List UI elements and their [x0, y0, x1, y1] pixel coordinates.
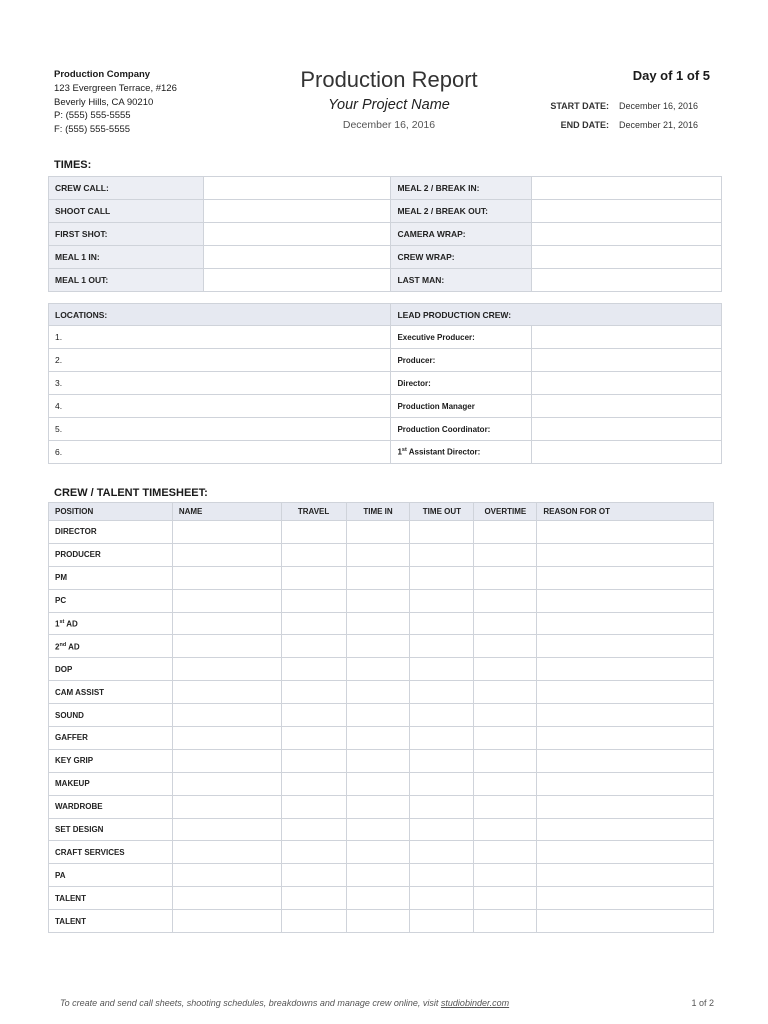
- crew-name-cell[interactable]: [532, 349, 722, 372]
- day-of-label: Day of 1 of 5: [632, 68, 710, 83]
- time-in-cell[interactable]: [346, 887, 410, 910]
- table-row: [49, 503, 714, 521]
- reason-cell[interactable]: [537, 864, 714, 887]
- name-cell[interactable]: [172, 612, 281, 635]
- times-section-title: TIMES:: [54, 159, 92, 171]
- travel-cell[interactable]: [281, 841, 346, 864]
- table-row: [49, 681, 714, 704]
- location-number[interactable]: 1.: [49, 326, 391, 349]
- time-in-cell[interactable]: [346, 818, 410, 841]
- time-out-cell[interactable]: [410, 910, 474, 933]
- position-label: PA: [49, 864, 173, 887]
- ad-sup: st: [401, 447, 407, 454]
- time-out-cell[interactable]: [410, 841, 474, 864]
- ordinal-suffix: st: [59, 618, 65, 625]
- position-label: WARDROBE: [49, 795, 173, 818]
- column-header: OVERTIME: [474, 503, 537, 521]
- time-out-cell[interactable]: [410, 612, 474, 635]
- time-out-cell[interactable]: [410, 864, 474, 887]
- times-value-cell[interactable]: [203, 200, 391, 223]
- table-row: [49, 841, 714, 864]
- time-out-cell[interactable]: [410, 887, 474, 910]
- times-value-cell[interactable]: [532, 223, 722, 246]
- times-label: MEAL 1 OUT:: [49, 269, 204, 292]
- time-out-cell[interactable]: [410, 681, 474, 704]
- footer-note: [60, 998, 509, 1008]
- times-label: MEAL 2 / BREAK IN:: [391, 177, 532, 200]
- start-date-value: December 16, 2016: [619, 100, 699, 111]
- travel-cell[interactable]: [281, 727, 346, 750]
- overtime-cell[interactable]: [474, 589, 537, 612]
- reason-cell[interactable]: [537, 681, 714, 704]
- name-cell[interactable]: [172, 772, 281, 795]
- name-cell[interactable]: [172, 658, 281, 681]
- position-label: TALENT: [49, 910, 173, 933]
- name-cell[interactable]: [172, 566, 281, 589]
- end-date-label: END DATE:: [560, 119, 609, 130]
- crew-role-label: Producer:: [391, 349, 532, 372]
- times-label: MEAL 2 / BREAK OUT:: [391, 200, 532, 223]
- crew-name-cell[interactable]: [532, 441, 722, 464]
- time-in-cell[interactable]: [346, 658, 410, 681]
- table-row: [49, 543, 714, 566]
- reason-cell[interactable]: [537, 612, 714, 635]
- position-label: CRAFT SERVICES: [49, 841, 173, 864]
- time-out-cell[interactable]: [410, 658, 474, 681]
- time-in-cell[interactable]: [346, 521, 410, 544]
- page-number: 1 of 2: [691, 998, 714, 1008]
- footer-text: To create and send call sheets, shooting schedules, breakdowns and manage crew online, visit: [60, 998, 439, 1008]
- travel-cell[interactable]: [281, 818, 346, 841]
- table-row: [49, 589, 714, 612]
- position-label: [49, 612, 173, 635]
- location-number[interactable]: 5.: [49, 418, 391, 441]
- travel-cell[interactable]: [281, 566, 346, 589]
- column-header: REASON FOR OT: [537, 503, 714, 521]
- crew-role-label: Production Manager: [391, 395, 532, 418]
- table-row: [49, 910, 714, 933]
- reason-cell[interactable]: [537, 841, 714, 864]
- table-row: [49, 795, 714, 818]
- travel-cell[interactable]: [281, 887, 346, 910]
- company-address-line1: 123 Evergreen Terrace, #126: [54, 82, 177, 94]
- overtime-cell[interactable]: [474, 795, 537, 818]
- reason-cell[interactable]: [537, 543, 714, 566]
- company-info: [54, 68, 177, 137]
- name-cell[interactable]: [172, 841, 281, 864]
- ordinal-suffix: nd: [59, 641, 67, 648]
- table-row: [49, 269, 722, 292]
- position-label: MAKEUP: [49, 772, 173, 795]
- position-label: DOP: [49, 658, 173, 681]
- position-label: SET DESIGN: [49, 818, 173, 841]
- locations-header: LOCATIONS:: [49, 304, 391, 326]
- name-cell[interactable]: [172, 887, 281, 910]
- overtime-cell[interactable]: [474, 635, 537, 658]
- travel-cell[interactable]: [281, 864, 346, 887]
- column-header: TIME OUT: [410, 503, 474, 521]
- time-in-cell[interactable]: [346, 543, 410, 566]
- crew-role-label: Executive Producer:: [391, 326, 532, 349]
- company-phone: P: (555) 555-5555: [54, 110, 131, 122]
- reason-cell[interactable]: [537, 589, 714, 612]
- company-address-line2: Beverly Hills, CA 90210: [54, 96, 154, 108]
- time-out-cell[interactable]: [410, 795, 474, 818]
- reason-cell[interactable]: [537, 521, 714, 544]
- table-row: [49, 612, 714, 635]
- location-number[interactable]: 4.: [49, 395, 391, 418]
- reason-cell[interactable]: [537, 566, 714, 589]
- ordinal-number: 2: [55, 642, 60, 652]
- overtime-cell[interactable]: [474, 704, 537, 727]
- times-table: [48, 176, 722, 292]
- position-label: [49, 635, 173, 658]
- table-row: [49, 200, 722, 223]
- time-in-cell[interactable]: [346, 864, 410, 887]
- table-row: [49, 658, 714, 681]
- overtime-cell[interactable]: [474, 521, 537, 544]
- travel-cell[interactable]: [281, 589, 346, 612]
- overtime-cell[interactable]: [474, 727, 537, 750]
- lead-crew-header: LEAD PRODUCTION CREW:: [391, 304, 722, 326]
- company-fax: F: (555) 555-5555: [54, 124, 131, 136]
- table-row: [49, 818, 714, 841]
- times-value-cell[interactable]: [532, 177, 722, 200]
- times-value-cell[interactable]: [532, 269, 722, 292]
- location-number[interactable]: 6.: [49, 441, 391, 464]
- report-date: December 16, 2016: [342, 119, 436, 131]
- time-in-cell[interactable]: [346, 795, 410, 818]
- ad-prefix: 1: [397, 447, 402, 457]
- column-header: POSITION: [49, 503, 173, 521]
- crew-name-cell[interactable]: [532, 395, 722, 418]
- report-title-block: [239, 67, 539, 131]
- table-row: [49, 521, 714, 544]
- overtime-cell[interactable]: [474, 543, 537, 566]
- time-in-cell[interactable]: [346, 589, 410, 612]
- position-text: AD: [66, 619, 78, 629]
- times-label: LAST MAN:: [391, 269, 532, 292]
- time-in-cell[interactable]: [346, 612, 410, 635]
- name-cell[interactable]: [172, 795, 281, 818]
- name-cell[interactable]: [172, 864, 281, 887]
- date-range: [520, 96, 698, 134]
- table-row: [49, 727, 714, 750]
- column-header: TIME IN: [346, 503, 410, 521]
- overtime-cell[interactable]: [474, 818, 537, 841]
- table-row: [49, 441, 722, 464]
- reason-cell[interactable]: [537, 658, 714, 681]
- time-out-cell[interactable]: [410, 589, 474, 612]
- name-cell[interactable]: [172, 910, 281, 933]
- name-cell[interactable]: [172, 749, 281, 772]
- column-header: TRAVEL: [281, 503, 346, 521]
- reason-cell[interactable]: [537, 749, 714, 772]
- overtime-cell[interactable]: [474, 910, 537, 933]
- end-date-value: December 21, 2016: [619, 119, 699, 130]
- reason-cell[interactable]: [537, 887, 714, 910]
- name-cell[interactable]: [172, 727, 281, 750]
- time-out-cell[interactable]: [410, 521, 474, 544]
- timesheet-table: [48, 502, 714, 933]
- table-row: [49, 749, 714, 772]
- table-row: [49, 635, 714, 658]
- travel-cell[interactable]: [281, 772, 346, 795]
- travel-cell[interactable]: [281, 681, 346, 704]
- column-header: NAME: [172, 503, 281, 521]
- times-value-cell[interactable]: [203, 269, 391, 292]
- table-row: [49, 326, 722, 349]
- table-row: [49, 418, 722, 441]
- times-label: SHOOT CALL: [49, 200, 204, 223]
- time-out-cell[interactable]: [410, 704, 474, 727]
- reason-cell[interactable]: [537, 795, 714, 818]
- travel-cell[interactable]: [281, 635, 346, 658]
- start-date-label: START DATE:: [550, 100, 609, 111]
- name-cell[interactable]: [172, 589, 281, 612]
- position-label: PM: [49, 566, 173, 589]
- crew-name-cell[interactable]: [532, 372, 722, 395]
- times-label: CAMERA WRAP:: [391, 223, 532, 246]
- locations-table: [48, 303, 722, 464]
- name-cell[interactable]: [172, 818, 281, 841]
- position-label: SOUND: [49, 704, 173, 727]
- name-cell[interactable]: [172, 543, 281, 566]
- position-label: TALENT: [49, 887, 173, 910]
- travel-cell[interactable]: [281, 658, 346, 681]
- time-in-cell[interactable]: [346, 841, 410, 864]
- travel-cell[interactable]: [281, 521, 346, 544]
- times-value-cell[interactable]: [203, 223, 391, 246]
- table-row: [49, 704, 714, 727]
- time-in-cell[interactable]: [346, 749, 410, 772]
- location-number[interactable]: 3.: [49, 372, 391, 395]
- time-in-cell[interactable]: [346, 681, 410, 704]
- time-in-cell[interactable]: [346, 635, 410, 658]
- time-in-cell[interactable]: [346, 566, 410, 589]
- times-label: CREW CALL:: [49, 177, 204, 200]
- time-in-cell[interactable]: [346, 910, 410, 933]
- time-in-cell[interactable]: [346, 704, 410, 727]
- reason-cell[interactable]: [537, 727, 714, 750]
- position-label: DIRECTOR: [49, 521, 173, 544]
- position-label: KEY GRIP: [49, 749, 173, 772]
- overtime-cell[interactable]: [474, 772, 537, 795]
- reason-cell[interactable]: [537, 772, 714, 795]
- table-row: [49, 395, 722, 418]
- table-row: [49, 887, 714, 910]
- times-value-cell[interactable]: [532, 246, 722, 269]
- time-out-cell[interactable]: [410, 635, 474, 658]
- overtime-cell[interactable]: [474, 566, 537, 589]
- overtime-cell[interactable]: [474, 864, 537, 887]
- time-in-cell[interactable]: [346, 727, 410, 750]
- crew-name-cell[interactable]: [532, 326, 722, 349]
- location-number[interactable]: 2.: [49, 349, 391, 372]
- crew-role-label: Production Coordinator:: [391, 418, 532, 441]
- table-row: [49, 223, 722, 246]
- times-value-cell[interactable]: [203, 246, 391, 269]
- crew-name-cell[interactable]: [532, 418, 722, 441]
- reason-cell[interactable]: [537, 910, 714, 933]
- travel-cell[interactable]: [281, 543, 346, 566]
- time-out-cell[interactable]: [410, 543, 474, 566]
- table-row: [49, 566, 714, 589]
- name-cell[interactable]: [172, 681, 281, 704]
- times-label: MEAL 1 IN:: [49, 246, 204, 269]
- ordinal-number: 1: [55, 619, 60, 629]
- time-out-cell[interactable]: [410, 818, 474, 841]
- table-row: [49, 772, 714, 795]
- ad-role-text: Assistant Director:: [408, 447, 481, 457]
- overtime-cell[interactable]: [474, 658, 537, 681]
- reason-cell[interactable]: [537, 818, 714, 841]
- name-cell[interactable]: [172, 521, 281, 544]
- crew-role-label: Director:: [391, 372, 532, 395]
- table-row: [49, 372, 722, 395]
- crew-role-label: [391, 441, 532, 464]
- timesheet-section-title: CREW / TALENT TIMESHEET:: [54, 487, 208, 499]
- overtime-cell[interactable]: [474, 841, 537, 864]
- travel-cell[interactable]: [281, 612, 346, 635]
- position-label: CAM ASSIST: [49, 681, 173, 704]
- report-title: Production Report: [300, 67, 478, 92]
- table-row: [49, 864, 714, 887]
- position-label: PC: [49, 589, 173, 612]
- time-out-cell[interactable]: [410, 566, 474, 589]
- position-text: AD: [68, 642, 80, 652]
- position-label: PRODUCER: [49, 543, 173, 566]
- table-row: [49, 246, 722, 269]
- times-label: CREW WRAP:: [391, 246, 532, 269]
- position-label: GAFFER: [49, 727, 173, 750]
- travel-cell[interactable]: [281, 749, 346, 772]
- travel-cell[interactable]: [281, 704, 346, 727]
- company-name: Production Company: [54, 69, 151, 80]
- overtime-cell[interactable]: [474, 749, 537, 772]
- table-row: [49, 304, 722, 326]
- overtime-cell[interactable]: [474, 681, 537, 704]
- time-in-cell[interactable]: [346, 772, 410, 795]
- overtime-cell[interactable]: [474, 612, 537, 635]
- name-cell[interactable]: [172, 704, 281, 727]
- time-out-cell[interactable]: [410, 749, 474, 772]
- table-row: [49, 349, 722, 372]
- footer-link[interactable]: studiobinder.com: [440, 998, 510, 1008]
- project-name: Your Project Name: [328, 97, 450, 113]
- time-out-cell[interactable]: [410, 772, 474, 795]
- reason-cell[interactable]: [537, 635, 714, 658]
- overtime-cell[interactable]: [474, 887, 537, 910]
- travel-cell[interactable]: [281, 910, 346, 933]
- time-out-cell[interactable]: [410, 727, 474, 750]
- name-cell[interactable]: [172, 635, 281, 658]
- times-value-cell[interactable]: [532, 200, 722, 223]
- times-label: FIRST SHOT:: [49, 223, 204, 246]
- times-value-cell[interactable]: [203, 177, 391, 200]
- reason-cell[interactable]: [537, 704, 714, 727]
- table-row: [49, 177, 722, 200]
- travel-cell[interactable]: [281, 795, 346, 818]
